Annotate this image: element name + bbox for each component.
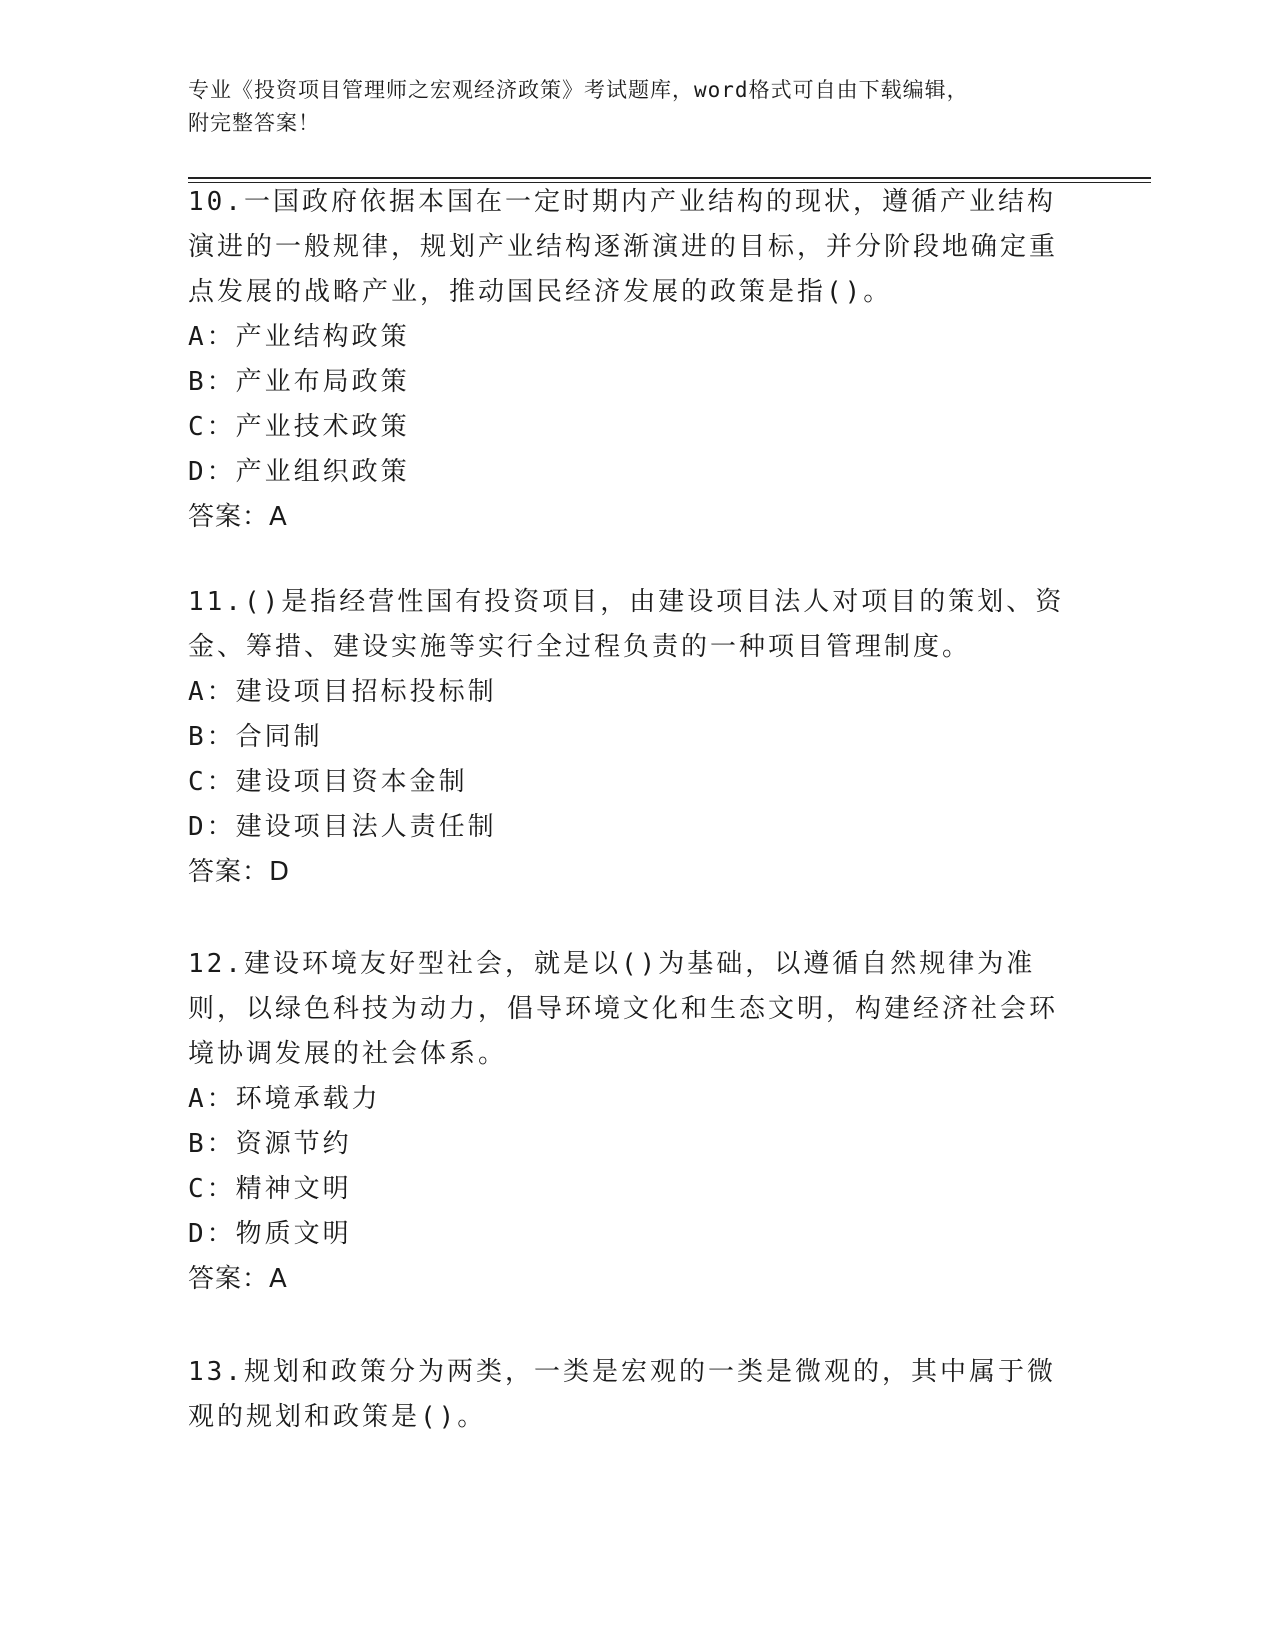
- question-stem: 11.()是指经营性国有投资项目，由建设项目法人对项目的策划、资金、筹措、建设实施等实行全过程负责的一种项目管理制度。: [188, 587, 1065, 662]
- question-11: [188, 580, 1078, 895]
- option-a: A：建设项目招标投标制: [188, 677, 497, 707]
- header-line-2: 附完整答案！: [188, 111, 320, 135]
- option-d: D：建设项目法人责任制: [188, 812, 497, 842]
- question-10: [188, 180, 1078, 540]
- option-c: C：建设项目资本金制: [188, 767, 468, 797]
- option-a: A：环境承载力: [188, 1084, 381, 1114]
- option-c: C：精神文明: [188, 1174, 352, 1204]
- header-divider-thick: [188, 177, 1151, 179]
- option-b: B：合同制: [188, 722, 323, 752]
- question-12: [188, 942, 1078, 1302]
- question-13: [188, 1350, 1078, 1440]
- option-c: C：产业技术政策: [188, 412, 410, 442]
- option-b: B：产业布局政策: [188, 367, 410, 397]
- option-d: D：物质文明: [188, 1219, 352, 1249]
- question-stem: 12.建设环境友好型社会，就是以()为基础，以遵循自然规律为准则，以绿色科技为动力，倡导环境文化和生态文明，构建经济社会环境协调发展的社会体系。: [188, 949, 1059, 1069]
- answer-label: 答案：D: [188, 857, 291, 887]
- answer-label: 答案：A: [188, 502, 288, 532]
- question-stem: 13.规划和政策分为两类，一类是宏观的一类是微观的，其中属于微观的规划和政策是()。: [188, 1357, 1056, 1432]
- header-line-1: 专业《投资项目管理师之宏观经济政策》考试题库，word格式可自由下载编辑，: [188, 78, 969, 102]
- question-stem: 10.一国政府依据本国在一定时期内产业结构的现状，遵循产业结构演进的一般规律，规划产业结构逐渐演进的目标，并分阶段地确定重点发展的战略产业，推动国民经济发展的政策是指()。: [188, 187, 1059, 307]
- option-d: D：产业组织政策: [188, 457, 410, 487]
- answer-label: 答案：A: [188, 1264, 288, 1294]
- option-b: B：资源节约: [188, 1129, 352, 1159]
- header-note: [188, 74, 1088, 140]
- option-a: A：产业结构政策: [188, 322, 410, 352]
